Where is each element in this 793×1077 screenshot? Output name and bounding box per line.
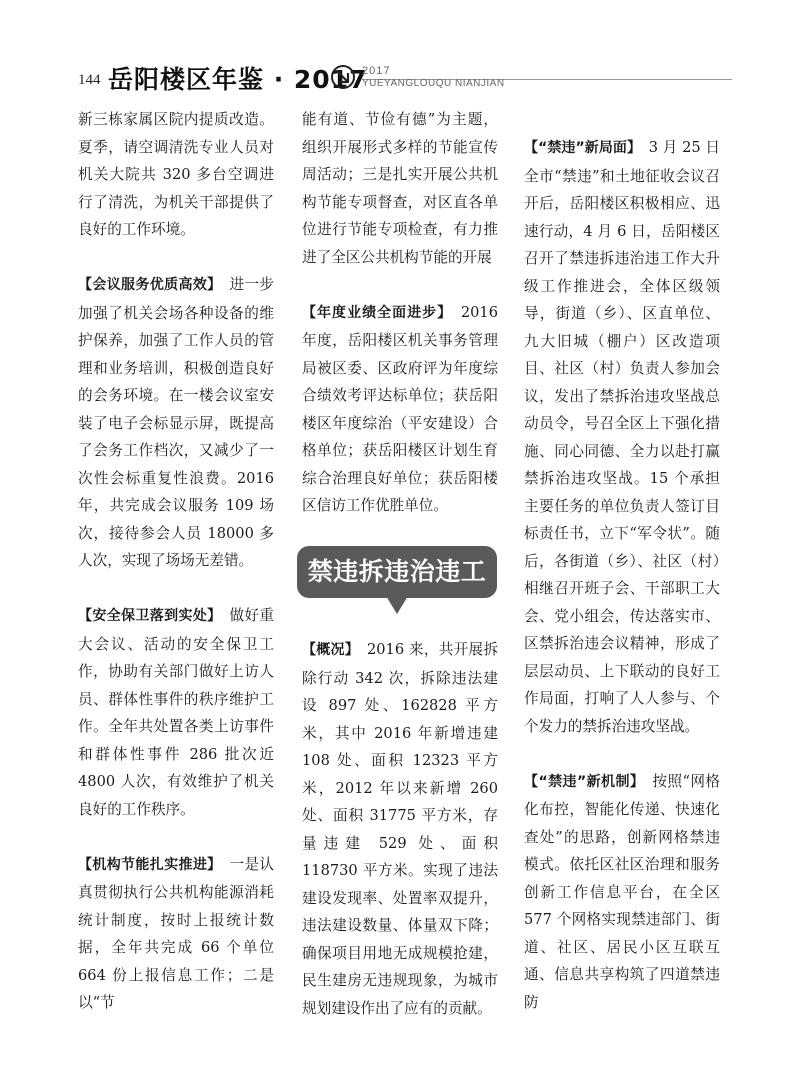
section-overview [302, 636, 498, 1022]
section-text: 3 月 25 日全市“禁违”和土地征收会议召开后，岳阳楼区积极相应、迅速行动，4 月 6 日，岳阳楼区召开了禁违拆违治违工作大升级工作推进会，全体区级领导，街道（乡）、区直单位、九大旧城（棚户）区改造项目、社区（村）负责人参加会议，发出了禁拆治违攻坚战总动员令，号召全区上下强化措施、同心同德、全力以赴打赢禁拆治违攻坚战。15 个承担主要任务的单位负责人签订目标责任书，立下“军令状”。随后，各街道（乡）、社区（村）相继召开班子会、干部职工大会、党小组会，传达落实市、区禁拆治违会议精神，形成了层层动员、上下联动的良好工作局面，打响了人人参与、个个发力的禁拆治违攻坚战。 [524, 139, 720, 735]
section-text: 2016 年度，岳阳楼区机关事务管理局被区委、区政府评为年度综合绩效考评达标单位；获岳阳楼区年度综治（平安建设）合格单位；获岳阳楼区计划生育综合治理良好单位；获岳阳楼区信访工作优胜单位。 [302, 303, 498, 514]
header-year: 2017 [362, 65, 391, 77]
column-1 [78, 106, 274, 1017]
banner-pointer [386, 596, 408, 614]
paragraph: 能有道、节俭有德”为主题，组织开展形式多样的节能宣传周活动；三是扎实开展公共机构节能专项督查，对区直各单位进行节能专项检查，有力推进了全区公共机构节能的开展 [302, 111, 498, 266]
section-new-mechanism [524, 768, 720, 1017]
section-annual-performance [302, 299, 498, 520]
section-banner [297, 546, 497, 638]
column-3 [524, 134, 720, 1016]
column-2 [302, 106, 498, 520]
section-tag: 【概况】 [302, 642, 353, 658]
section-text: 一是认真贯彻执行公共机构能源消耗统计制度，按时上报统计数据，全年共完成 66 个单位 664 份上报信息工作；二是以“节 [78, 855, 274, 1011]
book-title: 岳阳楼区年鉴 · 2017 [108, 65, 368, 94]
section-meeting-service [78, 271, 274, 575]
section-tag: 【“禁违”新机制】 [524, 773, 638, 790]
page-header [0, 56, 793, 100]
section-text: 进一步加强了机关会场各种设备的维护保养，加强了工作人员的管理和业务培训，积极创造良好的会务环境。在一楼会议室安装了电子会标显示屏，既提高了会务工作档次，又减少了一次性会标重复性浪费。2016 年，共完成会议服务 109 场次，接待参会人员 18000 多人次，实现了场场无差错。 [78, 276, 274, 569]
section-tag: 【“禁违”新局面】 [524, 140, 635, 156]
section-tag: 【安全保卫落到实处】 [78, 608, 215, 624]
header-pinyin: YUEYANGLOUQU NIANJIAN [362, 78, 505, 89]
section-security [78, 602, 274, 823]
section-new-situation [524, 134, 720, 740]
column-2-lower [302, 636, 498, 1022]
section-tag: 【会议服务优质高效】 [78, 277, 215, 293]
circle-arrow-icon [330, 64, 356, 90]
section-text: 做好重大会议、活动的安全保卫工作，协助有关部门做好上访人员、群体性事件的秩序维护工作。全年共处置各类上访事件和群体性事件 286 批次近 4800 人次，有效维护了机关良好的工作秩序。 [78, 607, 274, 818]
banner-title: 禁违拆违治违工作 [307, 557, 487, 638]
section-tag: 【机构节能扎实推进】 [78, 856, 215, 873]
section-text: 按照“网格化布控，智能化传递、快速化查处”的思路，创新网格禁违模式。依托区社区治理和服务创新工作信息平台，在全区 577 个网格实现禁违部门、街道、社区、居民小区互联互通、信息共享构筑了四道禁违防 [524, 772, 720, 1011]
section-energy-saving [78, 851, 274, 1017]
section-tag: 【年度业绩全面进步】 [302, 304, 446, 321]
paragraph: 新三栋家属区院内提质改造。夏季，请空调清洗专业人员对机关大院共 320 多台空调进行了清洗，为机关干部提供了良好的工作环境。 [78, 111, 274, 238]
page-number: 144 [78, 72, 101, 88]
section-text: 2016 来，共开展拆除行动 342 次，拆除违法建设 897 处、162828 平方米，其中 2016 年新增违建 108 处、面积 12323 平方米，2012 年以来新增 260 处、面积 31775 平方米，存量违建 529 处、面积 118730 平方米。实现了违法建设发现率、处置率双提升，违法建设数量、体量双下降；确保项目用地无成规模抢建，民生建房无违规现象，为城市规划建设作出了应有的贡献。 [302, 641, 498, 1017]
